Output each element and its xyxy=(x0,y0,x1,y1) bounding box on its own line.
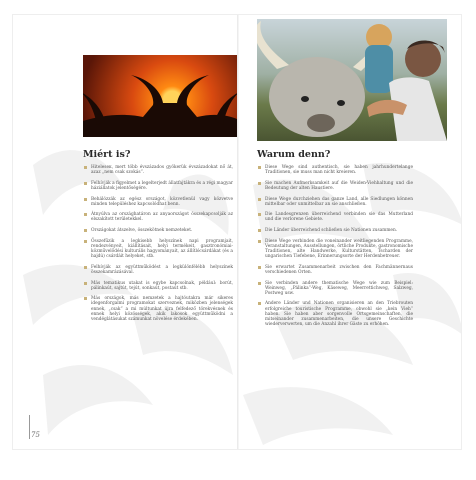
bullet-icon xyxy=(84,213,87,216)
bullet-icon xyxy=(258,266,261,269)
list-item: Más tematikus utakat is egybe kapcsolnak, például: borút, pálinkaút, sajtút, tejút, sonkaút, postaút stb. xyxy=(83,281,233,291)
bullet-icon xyxy=(84,240,87,243)
bullet-icon xyxy=(84,229,87,232)
bullet-icon xyxy=(258,182,261,185)
list-item: Die Landesgrenzen überreichend verbinden sie das Mutterland und die verlorene Gebiete. xyxy=(257,212,413,222)
list-item: Sie erwartet Zusammenarbeit zwischen den Fachmännernaus verschiedenen Orten. xyxy=(257,265,413,275)
left-list xyxy=(83,165,233,327)
bullet-icon xyxy=(258,198,261,201)
list-item: Diese Wege sind authentisch, sie haben jahrhundertelange Traditionen, sie muss man nicht kreieren. xyxy=(257,165,413,175)
right-heading: Warum denn? xyxy=(257,149,331,160)
sunset-cattle-photo xyxy=(83,55,237,137)
bullet-icon xyxy=(84,166,87,169)
bullet-icon xyxy=(258,166,261,169)
page-gutter xyxy=(237,15,239,449)
list-item: Átnyúlva az országhatáron az anyaországot összekapcsolják az elszakított területekkel. xyxy=(83,212,233,222)
bullet-icon xyxy=(84,266,87,269)
list-item: Sie verbinden andere thematische Wege wie zum Beispiel: Weinweg, „Pálinka“-Weg, Käseweg, Meerrettichweg, Salzweg, Postweg usw. xyxy=(257,281,413,296)
bullet-icon xyxy=(84,182,87,185)
page-number: 75 xyxy=(31,431,40,439)
list-item: Sie machen Aufmerksamkeit auf die Weiden-Viehhaltung und die Bedeutung der alten Haustiere. xyxy=(257,181,413,191)
list-item: Andere Länder und Nationen organisieren an den Triebrouten erfolgreiche touristische Programme, obwohl sie „kein Vieh“ haben. Sie haben aber sorgenvolle Ortsgemeinschaften, die mitseinander zusammenarbeiten, die unsere Geschichte wiederverwerten, um die Anzahl ihrer Gäste zu erhöhen. xyxy=(257,301,413,326)
bullet-icon xyxy=(84,297,87,300)
list-item: Országokat átszelve, összekötnek nemzeteket. xyxy=(83,228,233,233)
list-item: Más országok, más nemzetek a hajtóutakra már sikeres idegenforgalmi programokat szerveznek, miközben jelenségek ennek, „csak“ a mi múltunkat újra felfedező törekvésnek és ennek helyi közösségek, akik lakosok együttműködni a vendéglátásukat számunkat növelése érdekében. xyxy=(83,296,233,321)
bullet-icon xyxy=(258,302,261,305)
right-list xyxy=(257,165,413,333)
list-item: Diese Wege durchziehen das ganze Land, alle Siedlungen können mittelbar oder unmittelbar an sie anschließen. xyxy=(257,197,413,207)
list-item: Diese Wege verbinden die voneinander weitliegenden Programme, Veranstaltungen, Ausstellungen, örtliche Produkte, gastronomische Traditionen, alte Handwerke, Kulturstätten, Tscharden der ungarischen Tiefebene, Erinnerungsorte der Herdenbetreuer. xyxy=(257,239,413,259)
bullet-icon xyxy=(258,282,261,285)
list-item: Behálózzák az egész országot, közvetlenül vagy közvetve minden településhez kapcsolódhat benn. xyxy=(83,197,233,207)
bullet-icon xyxy=(258,229,261,232)
list-item: Die Länder überreichend schließen sie Nationen zusammen. xyxy=(257,228,413,233)
bullet-icon xyxy=(84,282,87,285)
herder-with-cattle-photo xyxy=(257,19,447,141)
bullet-icon xyxy=(84,198,87,201)
list-item: Összefűzik a legkisebb helyszínek napi programjait, rendezvényeit, kiállításait, helyi termékeit, gasztronómiai-közművelődési kulturális hagyományait, az állítlócsárdákat (és a hajdú) csárdáit helyeket, stb. xyxy=(83,239,233,259)
page-number-rule xyxy=(29,415,30,439)
bullet-icon xyxy=(258,240,261,243)
left-heading: Miért is? xyxy=(83,149,131,160)
list-item: Felhívják az együttműködést a legkülönfélébb helyszínek összekamrázásával. xyxy=(83,265,233,275)
bullet-icon xyxy=(258,213,261,216)
book-spread xyxy=(12,14,462,450)
list-item: Felhívják a figyelmet a legelterjedt állatfajtákra és a régi magyar háziállatok jelentőségére. xyxy=(83,181,233,191)
list-item: Hiteleseк, mert több évszázados gyökerük évszázadokat nő át, azaz „nem csak szokás“. xyxy=(83,165,233,175)
